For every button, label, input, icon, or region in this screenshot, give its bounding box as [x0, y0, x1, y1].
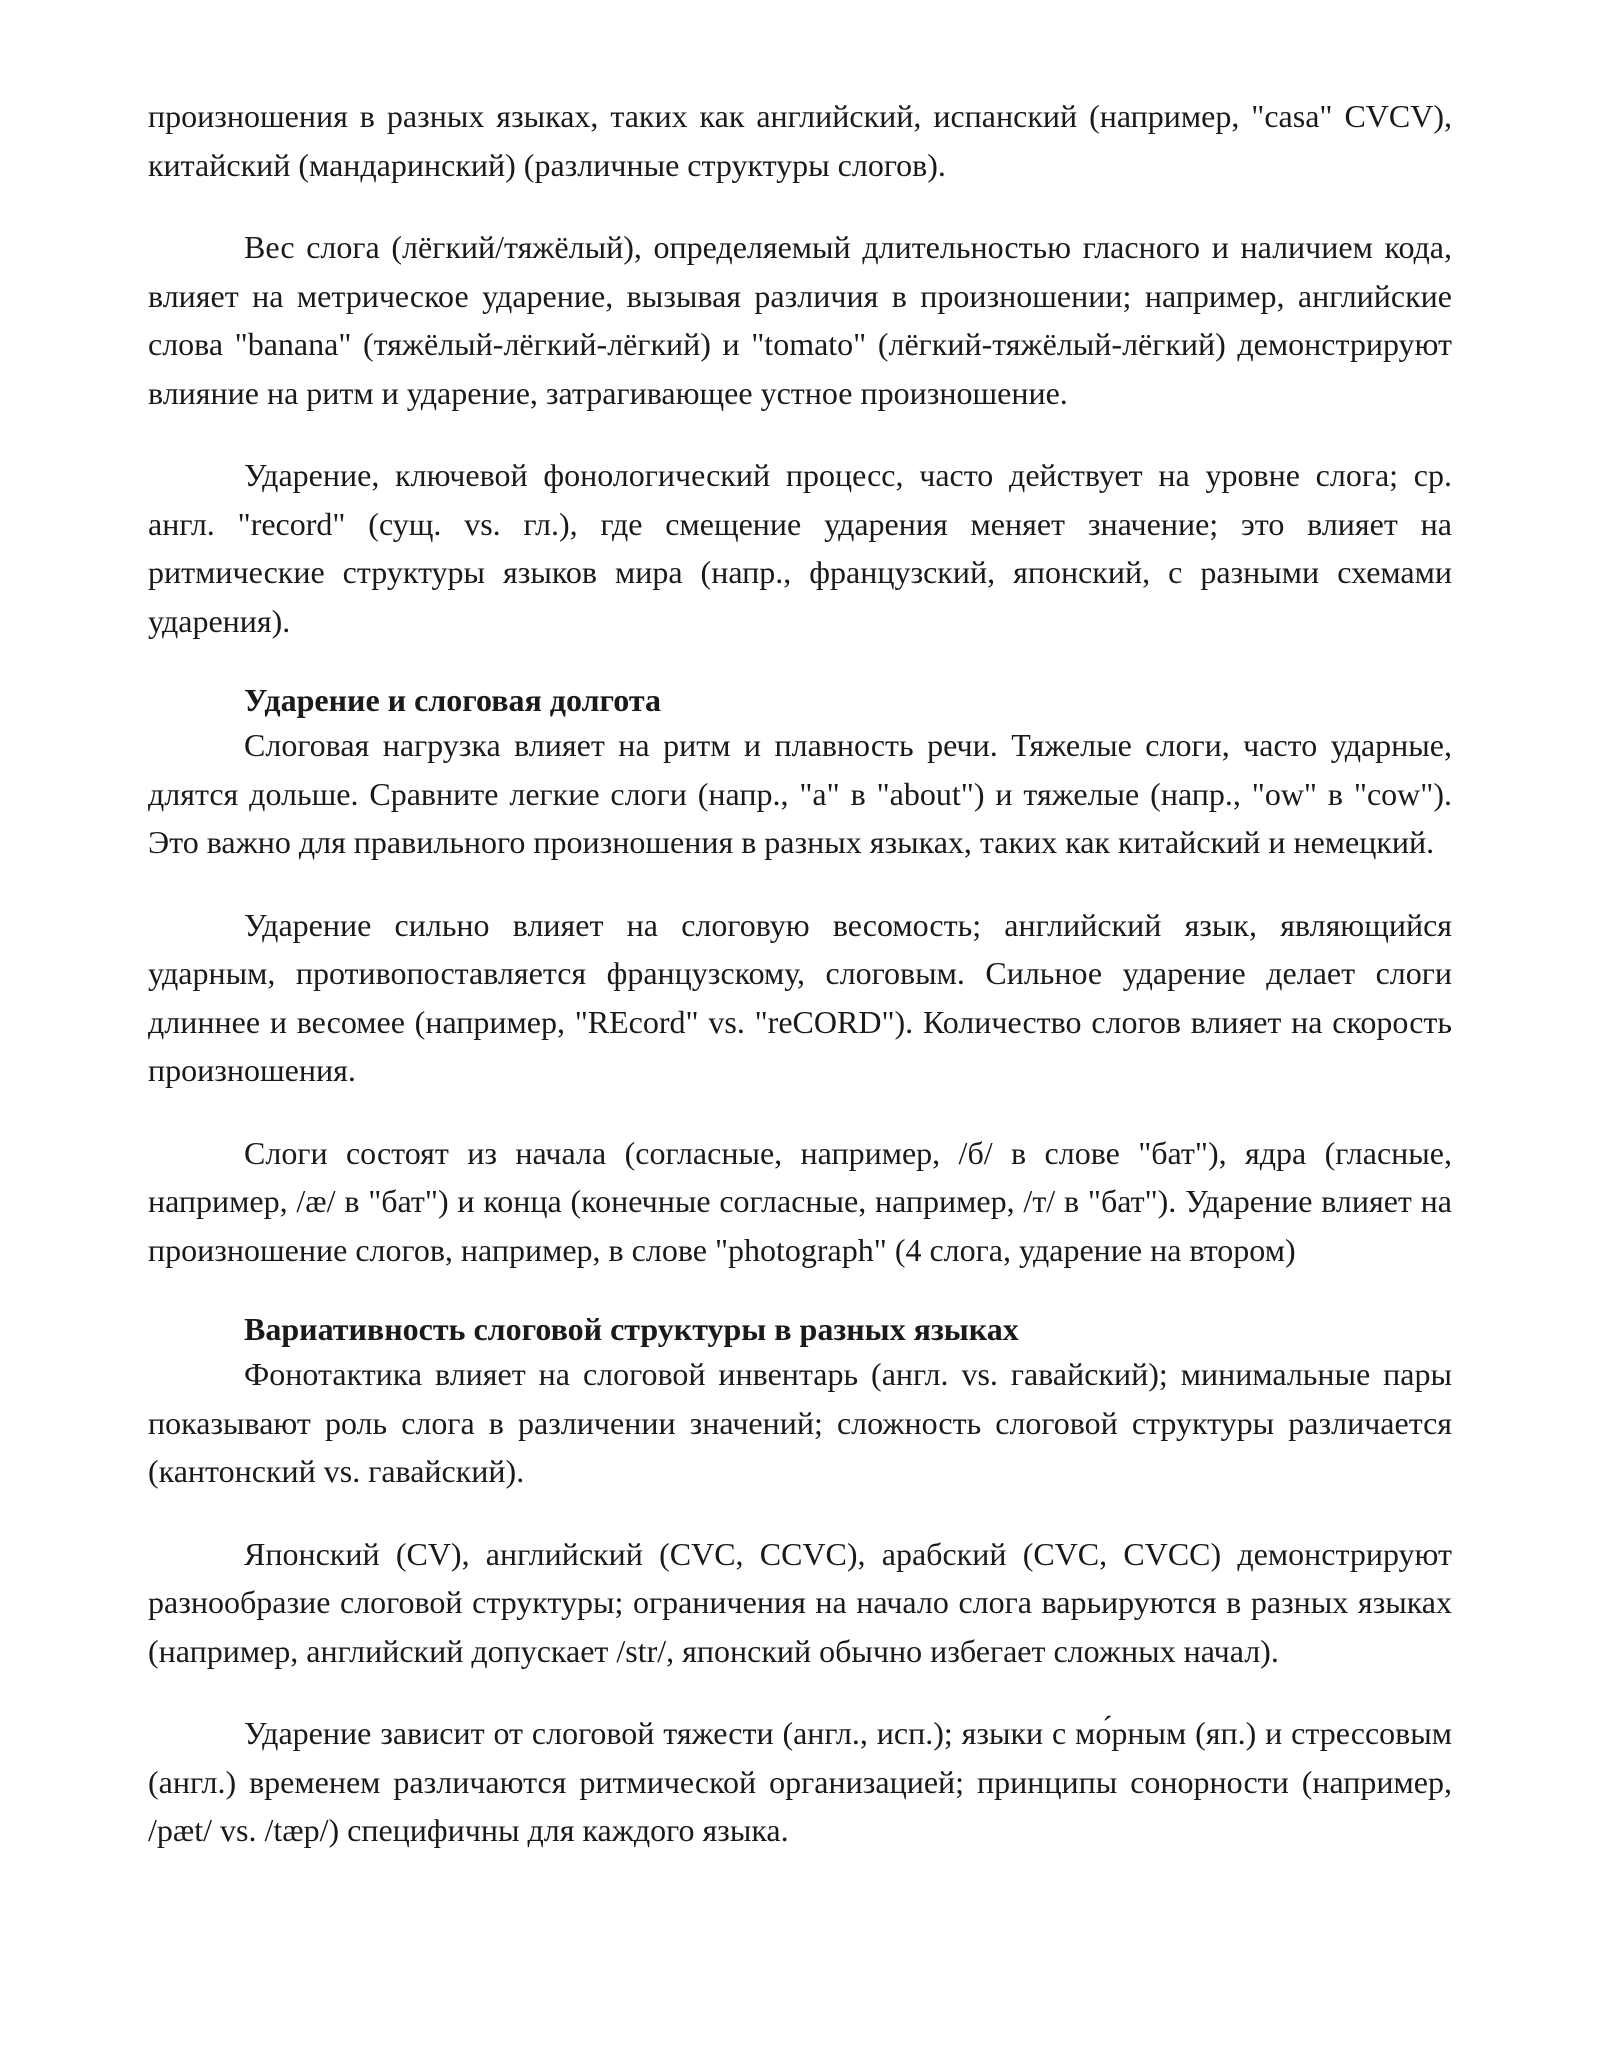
section-structure-variation — [148, 1308, 1452, 1855]
paragraph: Фонотактика влияет на слоговой инвентарь (англ. vs. гавайский); минимальные пары показывают роль слога в различении значений; сложность слоговой структуры различается (кантонский vs. гавайский). — [148, 1356, 1452, 1489]
paragraph: Ударение зависит от слоговой тяжести (англ., исп.); языки с мо́рным (яп.) и стрессовым (англ.) временем различаются ритмической организацией; принципы сонорности (например, /pæt/ vs. /tæp/) специфичны для каждого языка. — [148, 1715, 1452, 1848]
paragraph: Слоги состоят из начала (согласные, например, /б/ в слове "бат"), ядра (гласные, например, /æ/ в "бат") и конца (конечные согласные, например, /т/ в "бат"). Ударение влияет на произношение слогов, например, в слове "photograph" (4 слога, ударение на втором) — [148, 1134, 1452, 1268]
paragraph: Слоговая нагрузка влияет на ритм и плавность речи. Тяжелые слоги, часто ударные, длятся дольше. Сравните легкие слоги (напр., "a" в "about") и тяжелые (напр., "ow" в "cow"). Это важно для правильного произношения в разных языках, таких как китайский и немецкий. — [148, 727, 1452, 860]
section-stress-and-length — [148, 679, 1452, 1274]
section-heading: Вариативность слоговой структуры в разных языках — [244, 1311, 1019, 1347]
paragraph-syllable-weight: Вес слога (лёгкий/тяжёлый), определяемый длительностью гласного и наличием кода, влияет на метрическое ударение, вызывая различия в произношении; например, английские слова "banana" (тяжёлый-лёгкий-лёгкий) и "tomato" (лёгкий-тяжёлый-лёгкий) демонстрируют влияние на ритм и ударение, затрагивающее устное произношение. — [148, 229, 1452, 411]
document-page — [148, 92, 1452, 1889]
paragraph-continuation: произношения в разных языках, таких как английский, испанский (например, "casa" CVCV), китайский (мандаринский) (различные структуры слогов). — [148, 98, 1452, 183]
paragraph-stress-process: Ударение, ключевой фонологический процесс, часто действует на уровне слога; ср. англ. "record" (сущ. vs. гл.), где смещение ударения меняет значение; это влияет на ритмические структуры языков мира (напр., французский, японский, с разными схемами ударения). — [148, 457, 1452, 639]
paragraph: Ударение сильно влияет на слоговую весомость; английский язык, являющийся ударным, противопоставляется французскому, слоговым. Сильное ударение делает слоги длиннее и весомее (например, "REcord" vs. "reCORD"). Количество слогов влияет на скорость произношения. — [148, 906, 1452, 1088]
paragraph: Японский (CV), английский (CVC, CCVC), арабский (CVC, CVCC) демонстрируют разнообразие слоговой структуры; ограничения на начало слога варьируются в разных языках (например, английский допускает /str/, японский обычно избегает сложных начал). — [148, 1535, 1452, 1669]
section-heading: Ударение и слоговая долгота — [244, 682, 661, 718]
